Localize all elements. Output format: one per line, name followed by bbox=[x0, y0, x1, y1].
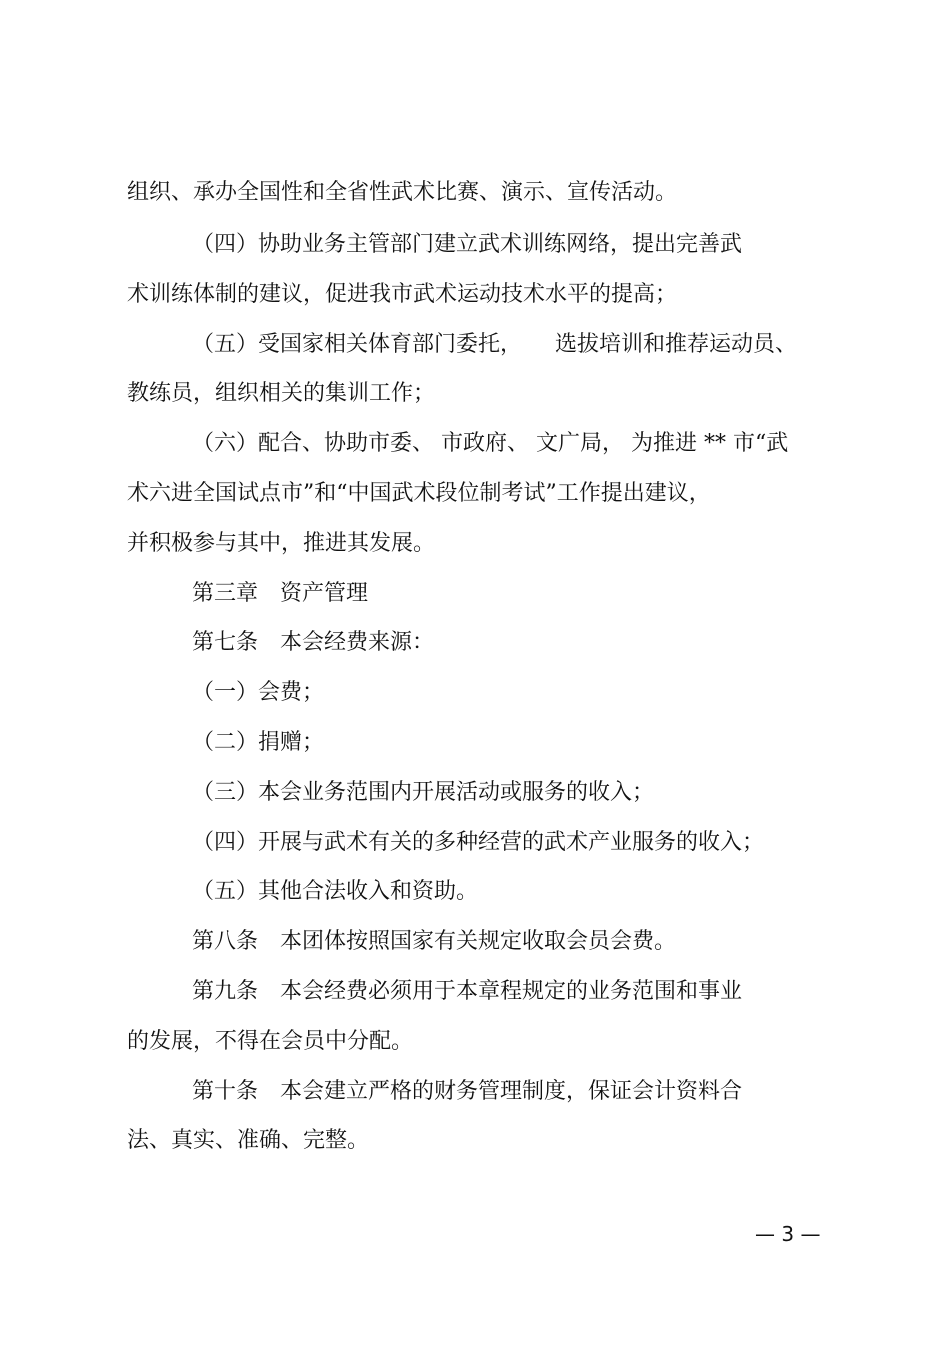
list-item-1: （一）会费； bbox=[192, 680, 325, 705]
list-item-5: （五）其他合法收入和资助。 bbox=[192, 879, 479, 904]
text-line-6: （六）配合、协助市委、 市政府、 文广局， 为推进 ** 市“武 bbox=[192, 431, 789, 456]
page-number: — 3 — bbox=[755, 1222, 821, 1246]
chapter-heading: 第三章 资产管理 bbox=[192, 581, 369, 606]
article-8: 第八条 本团体按照国家有关规定收取会员会费。 bbox=[192, 929, 677, 954]
list-item-2: （二）捐赠； bbox=[192, 730, 325, 755]
list-item-4: （四）开展与武术有关的多种经营的武术产业服务的收入； bbox=[192, 830, 765, 855]
article-10-line-1: 第十条 本会建立严格的财务管理制度，保证会计资料合 bbox=[192, 1079, 743, 1104]
article-9-line-1: 第九条 本会经费必须用于本章程规定的业务范围和事业 bbox=[192, 979, 743, 1004]
text-line-4: （五）受国家相关体育部门委托， 选拔培训和推荐运动员、 bbox=[192, 332, 798, 357]
article-heading-7: 第七条 本会经费来源： bbox=[192, 630, 435, 655]
article-9-line-2: 的发展，不得在会员中分配。 bbox=[127, 1029, 414, 1054]
list-item-3: （三）本会业务范围内开展活动或服务的收入； bbox=[192, 780, 655, 805]
text-line-1: 组织、承办全国性和全省性武术比赛、演示、宣传活动。 bbox=[127, 180, 678, 205]
text-line-7: 术六进全国试点市”和“中国武术段位制考试”工作提出建议， bbox=[127, 481, 711, 506]
text-line-2: （四）协助业务主管部门建立武术训练网络，提出完善武 bbox=[192, 232, 743, 257]
text-line-3: 术训练体制的建议，促进我市武术运动技术水平的提高； bbox=[127, 282, 678, 307]
text-line-8: 并积极参与其中，推进其发展。 bbox=[127, 531, 436, 556]
text-line-5: 教练员，组织相关的集训工作； bbox=[127, 381, 436, 406]
article-10-line-2: 法、真实、准确、完整。 bbox=[127, 1128, 370, 1153]
